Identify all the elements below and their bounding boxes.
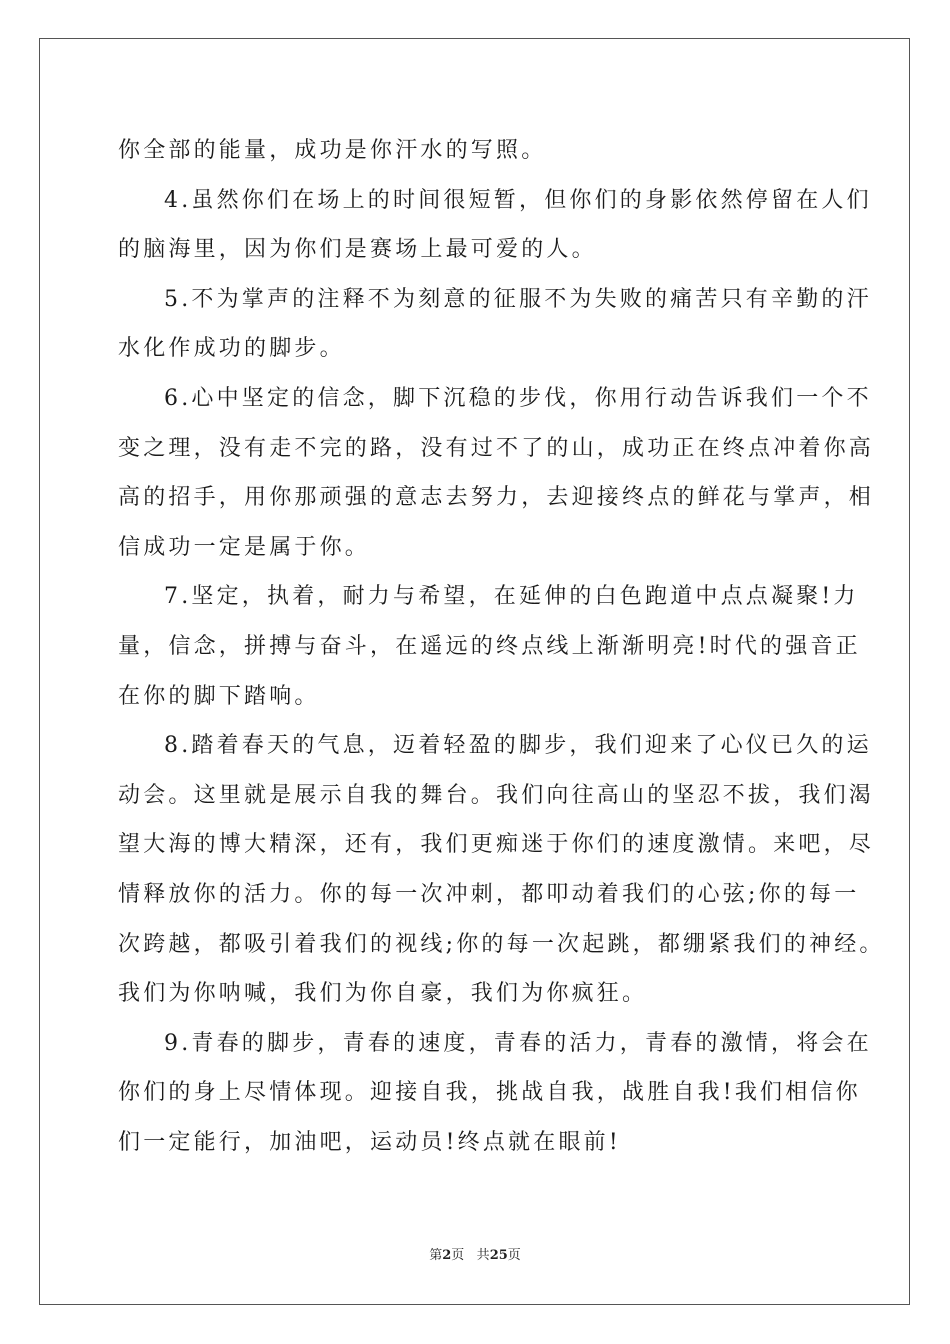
- total-pages: 25: [489, 1248, 508, 1263]
- total-prefix: 共: [476, 1248, 490, 1263]
- page-prefix: 第: [429, 1248, 443, 1263]
- text-line: 7.坚定，执着，耐力与希望，在延伸的白色跑道中点点凝聚!力: [164, 584, 859, 610]
- text-line: 次跨越，都吸引着我们的视线;你的每一次起跳，都绷紧我们的神经。: [118, 931, 885, 957]
- text-line: 动会。这里就是展示自我的舞台。我们向往高山的坚忍不拔，我们渴: [118, 782, 875, 808]
- page-number: 2: [442, 1248, 452, 1263]
- text-line: 量，信念，拼搏与奋斗，在遥远的终点线上渐渐明亮!时代的强音正: [118, 633, 861, 659]
- text-line: 望大海的博大精深，还有，我们更痴迷于你们的速度激情。来吧，尽: [118, 832, 875, 858]
- document-body: [118, 126, 885, 1167]
- text-line: 水化作成功的脚步。: [118, 336, 345, 362]
- text-line: 变之理，没有走不完的路，没有过不了的山，成功正在终点冲着你高: [118, 435, 875, 461]
- text-line: 8.踏着春天的气息，迈着轻盈的脚步，我们迎来了心仪已久的运: [164, 733, 872, 759]
- total-suffix: 页: [507, 1248, 521, 1263]
- text-line: 情释放你的活力。你的每一次冲刺，都叩动着我们的心弦;你的每一: [118, 881, 860, 907]
- page-suffix: 页: [451, 1248, 465, 1263]
- text-line: 你全部的能量，成功是你汗水的写照。: [118, 138, 547, 163]
- text-line: 们一定能行，加油吧，运动员!终点就在眼前!: [118, 1129, 621, 1155]
- page-footer: [0, 1248, 950, 1264]
- text-line: 高的招手，用你那顽强的意志去努力，去迎接终点的鲜花与掌声，相: [118, 485, 875, 511]
- text-line: 信成功一定是属于你。: [118, 534, 371, 560]
- text-line: 我们为你呐喊，我们为你自豪，我们为你疯狂。: [118, 981, 648, 1007]
- text-line: 的脑海里，因为你们是赛场上最可爱的人。: [118, 237, 597, 263]
- text-line: 在你的脚下踏响。: [118, 683, 320, 709]
- text-line: 9.青春的脚步，青春的速度，青春的活力，青春的激情，将会在: [164, 1030, 872, 1056]
- text-line: 4.虽然你们在场上的时间很短暂，但你们的身影依然停留在人们: [164, 187, 872, 213]
- text-line: 你们的身上尽情体现。迎接自我，挑战自我，战胜自我!我们相信你: [118, 1080, 861, 1106]
- text-line: 5.不为掌声的注释不为刻意的征服不为失败的痛苦只有辛勤的汗: [164, 286, 872, 312]
- text-line: 6.心中坚定的信念，脚下沉稳的步伐，你用行动告诉我们一个不: [164, 385, 872, 411]
